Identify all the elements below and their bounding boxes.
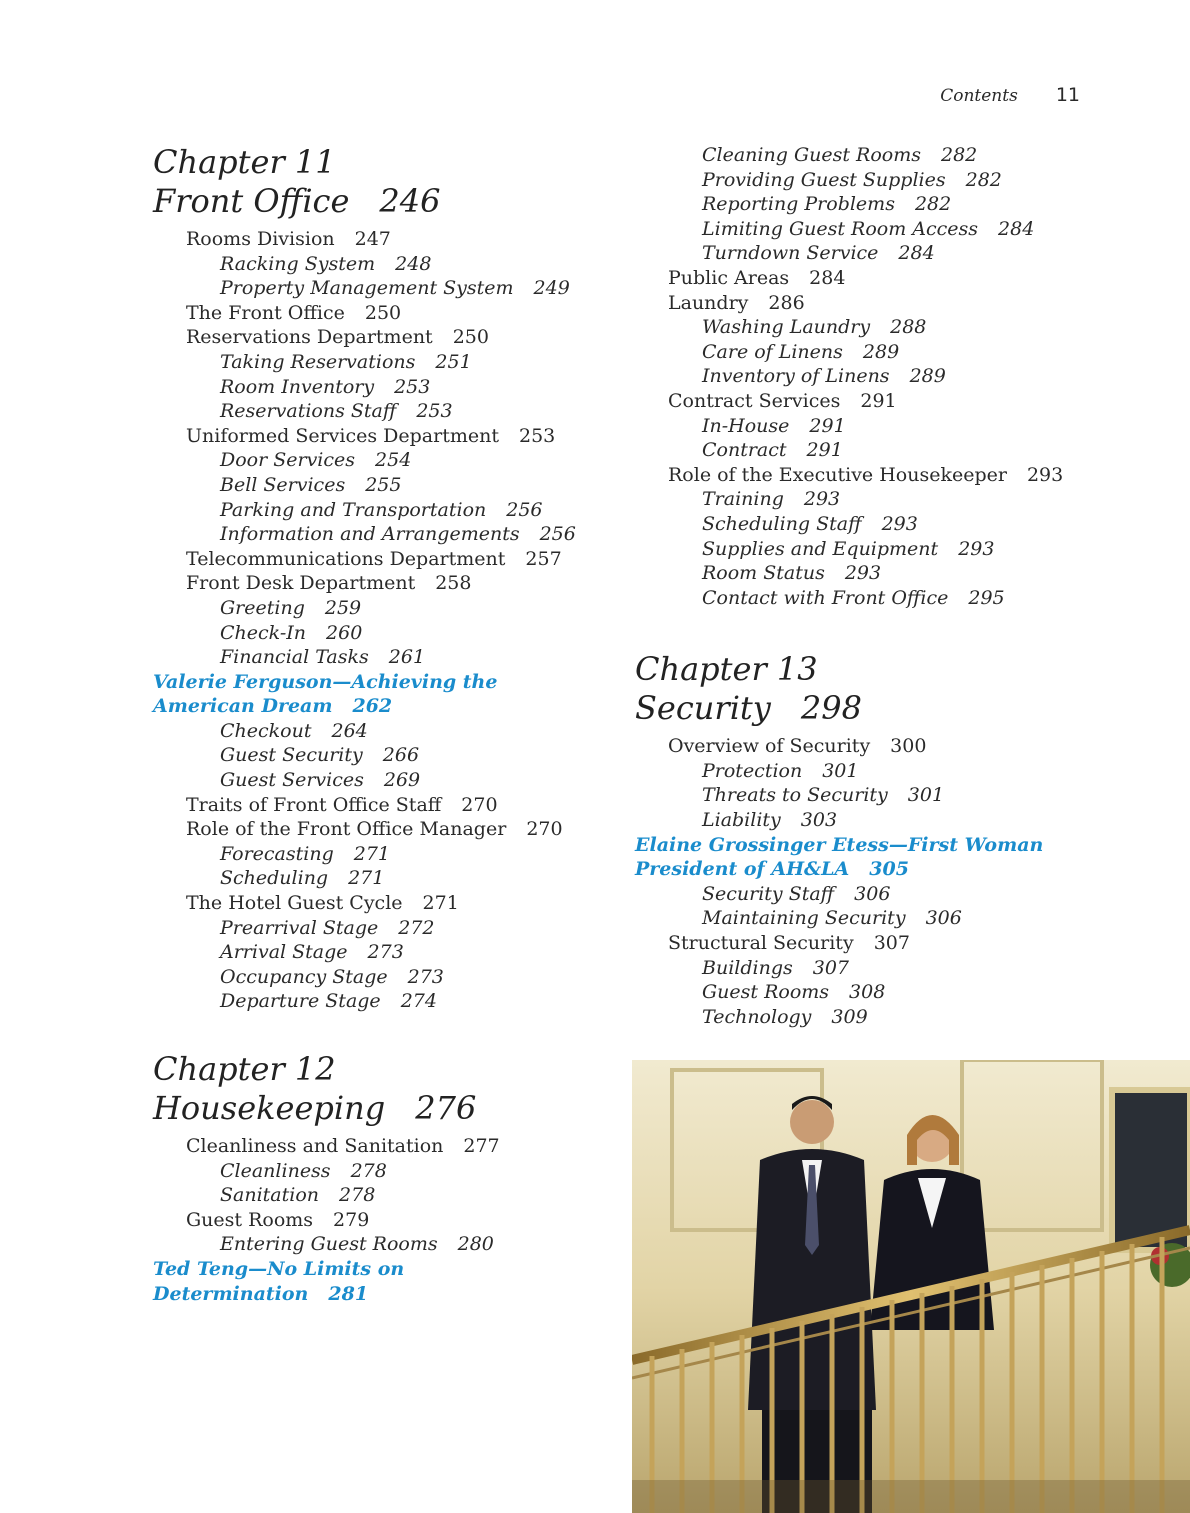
chapter-name: Front Office (153, 181, 350, 220)
toc-entry (153, 866, 593, 891)
entry-page: 282 (965, 168, 1002, 191)
entry-title: Liability (702, 809, 781, 832)
entry-page: 255 (365, 473, 402, 496)
entry-page: 258 (435, 572, 472, 595)
entry-title: Rooms Division (186, 228, 335, 250)
entry-page: 291 (806, 439, 843, 462)
toc-entry (153, 621, 593, 646)
entry-page: 309 (831, 1005, 868, 1028)
entry-title: Property Management System (220, 277, 514, 300)
toc-entry (635, 241, 1105, 266)
toc-entry (635, 266, 1105, 291)
entry-title: Parking and Transportation (220, 498, 487, 521)
entry-title: Role of the Executive Housekeeper (668, 463, 1007, 486)
entry-title: Protection (702, 759, 803, 782)
toc-entry (153, 719, 593, 744)
entry-page: 280 (457, 1233, 494, 1256)
entry-title: Occupancy Stage (220, 965, 388, 988)
entry-title: Door Services (220, 449, 356, 472)
toc-entry (635, 463, 1105, 488)
entry-page: 300 (890, 735, 927, 758)
entry-title: Reporting Problems (702, 193, 895, 216)
entry-page: 266 (382, 744, 420, 767)
toc-entry (153, 325, 593, 350)
toc-entry (153, 498, 593, 523)
toc-entry (635, 364, 1105, 389)
toc-entry (635, 561, 1105, 586)
entry-title: Maintaining Security (702, 907, 906, 930)
entry-page: 257 (525, 547, 562, 570)
entry-page: 288 (890, 316, 927, 339)
entry-title: Contact with Front Office (702, 586, 949, 609)
profile-entry (153, 1257, 593, 1306)
entry-page: 293 (844, 562, 882, 585)
toc-entry (153, 448, 593, 473)
entry-title: Guest Services (220, 769, 364, 792)
toc-entry (153, 252, 593, 277)
entry-page: 253 (416, 400, 453, 423)
entry-page: 301 (907, 784, 945, 807)
entry-title: Care of Linens (702, 340, 843, 363)
running-header (940, 84, 1080, 106)
entry-title: Prearrival Stage (220, 916, 379, 939)
entry-page: 250 (452, 326, 489, 349)
entry-title: Guest Rooms (702, 981, 830, 1004)
entry-title: Information and Arrangements (220, 523, 520, 546)
toc-right-column (635, 143, 1105, 1029)
section-label: Contents (940, 86, 1018, 106)
entry-page: 249 (533, 277, 570, 300)
entry-title: Ted Teng—No Limits on Determination (153, 1257, 405, 1305)
toc-entry (635, 315, 1105, 340)
entry-title: Check-In (220, 621, 307, 644)
toc-entry (153, 547, 593, 572)
entry-title: Taking Reservations (220, 350, 416, 373)
toc-left-column (153, 143, 593, 1306)
entry-title: Role of the Front Office Manager (186, 818, 507, 841)
entry-title: Racking System (220, 252, 376, 275)
entry-page: 306 (925, 907, 962, 930)
toc-entry (635, 192, 1105, 217)
entry-page: 273 (367, 941, 404, 964)
chapter-continuation (635, 143, 1105, 610)
entry-page: 307 (873, 932, 910, 955)
entry-title: Cleanliness and Sanitation (186, 1135, 444, 1157)
entry-title: The Front Office (186, 301, 345, 324)
entry-title: Valerie Ferguson—Achieving the American Dream (153, 670, 498, 718)
toc-entry (635, 1005, 1105, 1030)
toc-entry (153, 571, 593, 596)
entry-title: Arrival Stage (220, 941, 348, 964)
entry-page: 278 (350, 1159, 387, 1182)
entry-title: Scheduling Staff (702, 512, 862, 535)
toc-entry (153, 424, 593, 449)
entry-page: 295 (968, 586, 1005, 609)
toc-entry (635, 143, 1105, 168)
chapter-name-line (153, 1089, 593, 1128)
toc-entry (635, 217, 1105, 242)
entry-page: 254 (375, 449, 412, 472)
entry-title: Washing Laundry (702, 316, 871, 339)
entry-page: 259 (324, 596, 362, 619)
entry-page: 262 (352, 695, 393, 718)
entry-title: Limiting Guest Room Access (702, 217, 979, 240)
entry-page: 307 (812, 956, 850, 979)
toc-entry (635, 759, 1105, 784)
entry-title: Threats to Security (702, 784, 888, 807)
entry-page: 256 (506, 498, 543, 521)
entry-title: Reservations Staff (220, 400, 397, 423)
entry-title: Uniformed Services Department (186, 424, 499, 447)
toc-entry (153, 399, 593, 424)
entry-page: 293 (803, 488, 841, 511)
entry-title: Financial Tasks (220, 646, 369, 669)
entry-page: 301 (822, 759, 859, 782)
toc-entry (635, 882, 1105, 907)
entry-page: 282 (940, 144, 978, 166)
toc-entry (153, 891, 593, 916)
entry-page: 272 (398, 916, 435, 939)
toc-entry (635, 537, 1105, 562)
toc-entry (635, 808, 1105, 833)
entry-page: 278 (339, 1184, 376, 1207)
toc-entry (153, 522, 593, 547)
entry-title: Forecasting (220, 842, 334, 865)
page-number: 11 (1055, 84, 1080, 106)
entry-page: 284 (998, 217, 1035, 240)
entry-page: 271 (348, 867, 385, 890)
toc-entry (635, 168, 1105, 193)
toc-entry (635, 414, 1105, 439)
toc-entry (635, 487, 1105, 512)
toc-entry (153, 375, 593, 400)
entry-title: Technology (702, 1005, 812, 1028)
chapter-block (153, 1050, 593, 1306)
entry-title: Reservations Department (186, 326, 433, 349)
entry-page: 284 (898, 242, 935, 265)
toc-entry (153, 227, 593, 252)
chapter-page: 246 (379, 181, 441, 220)
chapter-name: Security (635, 688, 771, 727)
toc-entry (153, 1232, 593, 1257)
entry-title: Laundry (668, 291, 749, 314)
toc-entry (153, 916, 593, 941)
entry-title: Cleanliness (220, 1159, 331, 1182)
entry-page: 253 (519, 424, 556, 447)
entry-title: Turndown Service (702, 242, 879, 265)
entry-title: Inventory of Linens (702, 365, 890, 388)
entry-page: 308 (849, 981, 886, 1004)
entry-title: Elaine Grossinger Etess—First Woman President of AH&LA (635, 833, 1044, 881)
entry-page: 281 (328, 1282, 369, 1305)
entry-title: Room Inventory (220, 375, 375, 398)
toc-entry (153, 989, 593, 1014)
entry-page: 270 (461, 793, 498, 816)
toc-entry (635, 734, 1105, 759)
entry-page: 256 (539, 523, 576, 546)
toc-entry (153, 1183, 593, 1208)
entry-title: Guest Rooms (186, 1208, 314, 1231)
entry-title: Entering Guest Rooms (220, 1233, 438, 1256)
toc-entry (153, 1208, 593, 1233)
entry-title: Bell Services (220, 473, 346, 496)
entry-page: 289 (909, 365, 946, 388)
entry-title: Security Staff (702, 882, 835, 905)
entry-title: Buildings (702, 956, 793, 979)
chapter-name: Housekeeping (153, 1088, 386, 1127)
toc-entry (635, 783, 1105, 808)
toc-entry (635, 586, 1105, 611)
entry-page: 284 (809, 266, 846, 289)
entry-title: Supplies and Equipment (702, 537, 939, 560)
chapter-block (153, 143, 593, 1014)
entry-page: 291 (809, 414, 846, 437)
entry-page: 273 (407, 965, 444, 988)
entry-title: Departure Stage (220, 990, 381, 1013)
entry-page: 248 (395, 252, 432, 275)
toc-entry (635, 512, 1105, 537)
entry-page: 303 (800, 809, 838, 832)
toc-entry (153, 842, 593, 867)
entry-page: 293 (1026, 463, 1064, 486)
entry-title: Greeting (220, 596, 305, 619)
entry-title: Overview of Security (668, 735, 871, 758)
toc-entry (635, 340, 1105, 365)
chapter-name-line (153, 182, 593, 221)
entry-page: 260 (326, 621, 363, 644)
entry-page: 274 (400, 990, 437, 1013)
toc-entry (153, 276, 593, 301)
toc-entry (635, 931, 1105, 956)
entry-page: 247 (354, 228, 391, 250)
toc-entry (153, 743, 593, 768)
entry-title: Traits of Front Office Staff (186, 793, 442, 816)
entry-page: 271 (353, 842, 391, 865)
toc-entry (153, 350, 593, 375)
chapter-block (635, 650, 1105, 1029)
entry-page: 305 (869, 858, 909, 881)
staff-photo (632, 1060, 1190, 1513)
toc-entry (153, 301, 593, 326)
chapter-number: Chapter 13 (635, 650, 818, 689)
entry-page: 291 (860, 389, 897, 412)
chapter-page: 298 (800, 688, 862, 727)
toc-entry (635, 291, 1105, 316)
entry-title: Cleaning Guest Rooms (702, 144, 921, 166)
chapter-number: Chapter 11 (153, 143, 336, 181)
entry-title: Providing Guest Supplies (702, 168, 946, 191)
chapter-heading (635, 650, 1105, 727)
toc-entry (153, 768, 593, 793)
toc-entry (153, 596, 593, 621)
entry-title: Sanitation (220, 1184, 320, 1207)
toc-entry (635, 438, 1105, 463)
toc-entry (635, 980, 1105, 1005)
entry-page: 293 (881, 512, 918, 535)
entry-title: Guest Security (220, 744, 363, 767)
chapter-heading (153, 1050, 593, 1127)
entry-title: Contract (702, 439, 787, 462)
entry-page: 261 (388, 646, 426, 669)
toc-entry (153, 645, 593, 670)
entry-title: Structural Security (668, 932, 854, 955)
entry-title: Training (702, 488, 784, 511)
chapter-number: Chapter 12 (153, 1050, 336, 1088)
entry-page: 286 (768, 291, 805, 314)
entry-page: 251 (435, 350, 472, 373)
toc-entry (153, 817, 593, 842)
entry-title: The Hotel Guest Cycle (186, 892, 403, 915)
entry-page: 269 (383, 769, 421, 792)
entry-page: 253 (394, 375, 431, 398)
profile-entry (153, 670, 593, 719)
entry-page: 282 (914, 193, 952, 216)
toc-entry (153, 1159, 593, 1184)
chapter-heading (153, 143, 593, 220)
entry-page: 306 (854, 882, 891, 905)
entry-page: 271 (422, 892, 459, 915)
toc-entry (153, 473, 593, 498)
entry-page: 277 (463, 1135, 500, 1157)
toc-entry (153, 793, 593, 818)
entry-page: 289 (862, 340, 900, 363)
entry-page: 270 (526, 818, 563, 841)
toc-entry (153, 940, 593, 965)
entry-page: 279 (333, 1208, 370, 1231)
entry-title: Contract Services (668, 389, 841, 412)
entry-title: Public Areas (668, 266, 790, 289)
entry-title: Telecommunications Department (186, 547, 506, 570)
toc-entry (635, 956, 1105, 981)
toc-entry (635, 389, 1105, 414)
toc-entry (153, 965, 593, 990)
toc-entry (635, 906, 1105, 931)
entry-title: Checkout (220, 719, 312, 742)
entry-page: 264 (331, 719, 368, 742)
chapter-name-line (635, 689, 1105, 728)
entry-title: Room Status (702, 562, 825, 585)
entry-title: Scheduling (220, 867, 329, 890)
entry-page: 250 (364, 301, 402, 324)
entry-page: 293 (958, 537, 995, 560)
profile-entry (635, 833, 1105, 882)
toc-entry (153, 1134, 593, 1159)
entry-title: In-House (702, 414, 790, 437)
chapter-page: 276 (415, 1088, 477, 1127)
entry-title: Front Desk Department (186, 572, 416, 595)
